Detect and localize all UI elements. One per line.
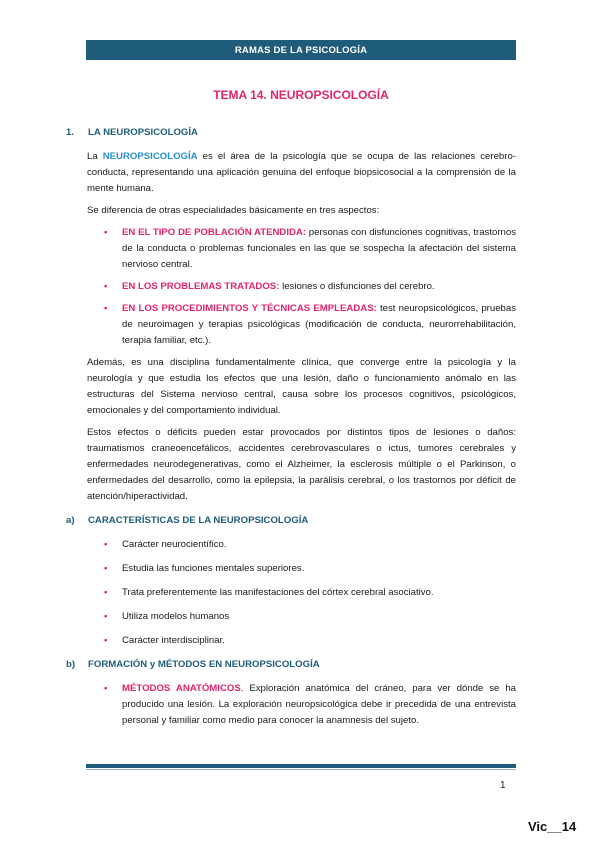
paragraph-clinical: Además, es una disciplina fundamentalmente clínica, que converge entre la psicología y la neurología y que estudia los efectos que una lesión, daño o funcionamiento anómalo en las estructuras del Sistema nervioso central, causa sobre los procesos cognitivos, psicológicos, emocionales y del comportamiento individual.: [87, 357, 516, 416]
methods-list: [104, 681, 516, 729]
topic-title: TEMA 14. NEUROPSICOLOGÍA: [213, 88, 389, 102]
characteristic-text: Estudia las funciones mentales superiores.: [122, 563, 305, 574]
section-b-title: FORMACIÓN y MÉTODOS EN NEUROPSICOLOGÍA: [88, 659, 320, 670]
aspect-text: test neuropsicológicos, pruebas de neuroimagen y terapias psicológicas (modificación de conducta, neurorrehabilitación, terapia familiar, etc.).: [122, 303, 517, 346]
aspects-intro: Se diferencia de otras especialidades básicamente en tres aspectos:: [87, 205, 380, 216]
section-a-heading: [66, 513, 516, 529]
bullet-icon: •: [104, 587, 108, 598]
aspects-list: [104, 225, 516, 349]
page-number: 1: [500, 780, 506, 791]
document-body: [66, 120, 516, 735]
list-item: [104, 609, 516, 625]
characteristics-list: [104, 537, 516, 649]
bullet-icon: •: [104, 227, 108, 238]
intro-highlight: NEUROPSICOLOGÍA: [102, 151, 198, 162]
list-item: [104, 225, 516, 273]
section-a-title: CARACTERÍSTICAS DE LA NEUROPSICOLOGÍA: [88, 515, 309, 526]
intro-pre: La: [87, 151, 103, 162]
bullet-icon: •: [104, 539, 108, 550]
aspect-label: EN LOS PROCEDIMIENTOS Y TÉCNICAS EMPLEADAS:: [122, 303, 377, 314]
intro-paragraph: [87, 149, 516, 197]
bullet-icon: •: [104, 683, 108, 694]
characteristic-text: Carácter interdisciplinar.: [122, 635, 225, 646]
aspect-text: lesiones o disfunciones del cerebro.: [279, 281, 435, 292]
list-item: [104, 681, 516, 729]
method-label: MÉTODOS ANATÓMICOS: [122, 683, 241, 694]
bullet-icon: •: [104, 303, 108, 314]
list-item: [104, 279, 516, 295]
aspect-text: personas con disfunciones cognitivas, trastornos de la conducta o problemas funcionales en las que se sospecha la afectación del sistema nervioso central.: [122, 227, 516, 270]
bullet-icon: •: [104, 611, 108, 622]
section-b-number: b): [66, 659, 76, 670]
characteristic-text: Utiliza modelos humanos: [122, 611, 230, 622]
handwritten-label: Vic__14: [528, 819, 577, 834]
list-item: [104, 301, 516, 349]
section-1-title: LA NEUROPSICOLOGÍA: [88, 127, 198, 138]
section-b-heading: [66, 657, 516, 673]
aspect-label: EN EL TIPO DE POBLACIÓN ATENDIDA:: [122, 227, 307, 238]
footer-bar: [86, 764, 516, 768]
footer-divider: [86, 769, 516, 770]
bullet-icon: •: [104, 563, 108, 574]
bullet-icon: •: [104, 281, 108, 292]
characteristic-text: Carácter neurocientífico.: [122, 539, 227, 550]
section-a-number: a): [66, 515, 75, 526]
characteristic-text: Trata preferentemente las manifestaciones del córtex cerebral asociativo.: [122, 587, 434, 598]
intro-post: es el área de la psicología que se ocupa de las relaciones cerebro-conducta, representando una aplicación genuina del enfoque biopsicosocial a la comprensión de la mente humana.: [87, 151, 516, 194]
header-title: RAMAS DE LA PSICOLOGÍA: [234, 44, 368, 56]
method-text: . Exploración anatómica del cráneo, para ver dónde se ha producido una lesión. La exploración neuropsicológica debe ir precedida de una entrevista personal y familiar como medio para conocer la anamnesis del sujeto.: [122, 683, 516, 726]
bullet-icon: •: [104, 635, 108, 646]
list-item: [104, 633, 516, 649]
list-item: [104, 585, 516, 601]
aspect-label: EN LOS PROBLEMAS TRATADOS:: [122, 281, 280, 292]
section-1-heading: [66, 125, 516, 141]
paragraph-effects: Estos efectos o déficits pueden estar provocados por distintos tipos de lesiones o daños: traumatismos craneoencefálicos, accidentes cerebrovasculares o ictus, tumores cerebrales y enfermedades neurodegenerativas, como el Alzheimer, la esclerosis múltiple o el Parkinson, o enfermedades del desarrollo, como la epilepsia, la parálisis cerebral, o los trastornos por déficit de atención/hiperactividad.: [87, 427, 516, 502]
list-item: [104, 561, 516, 577]
list-item: [104, 537, 516, 553]
header-bar: [86, 40, 516, 60]
section-1-number: 1.: [66, 127, 75, 138]
